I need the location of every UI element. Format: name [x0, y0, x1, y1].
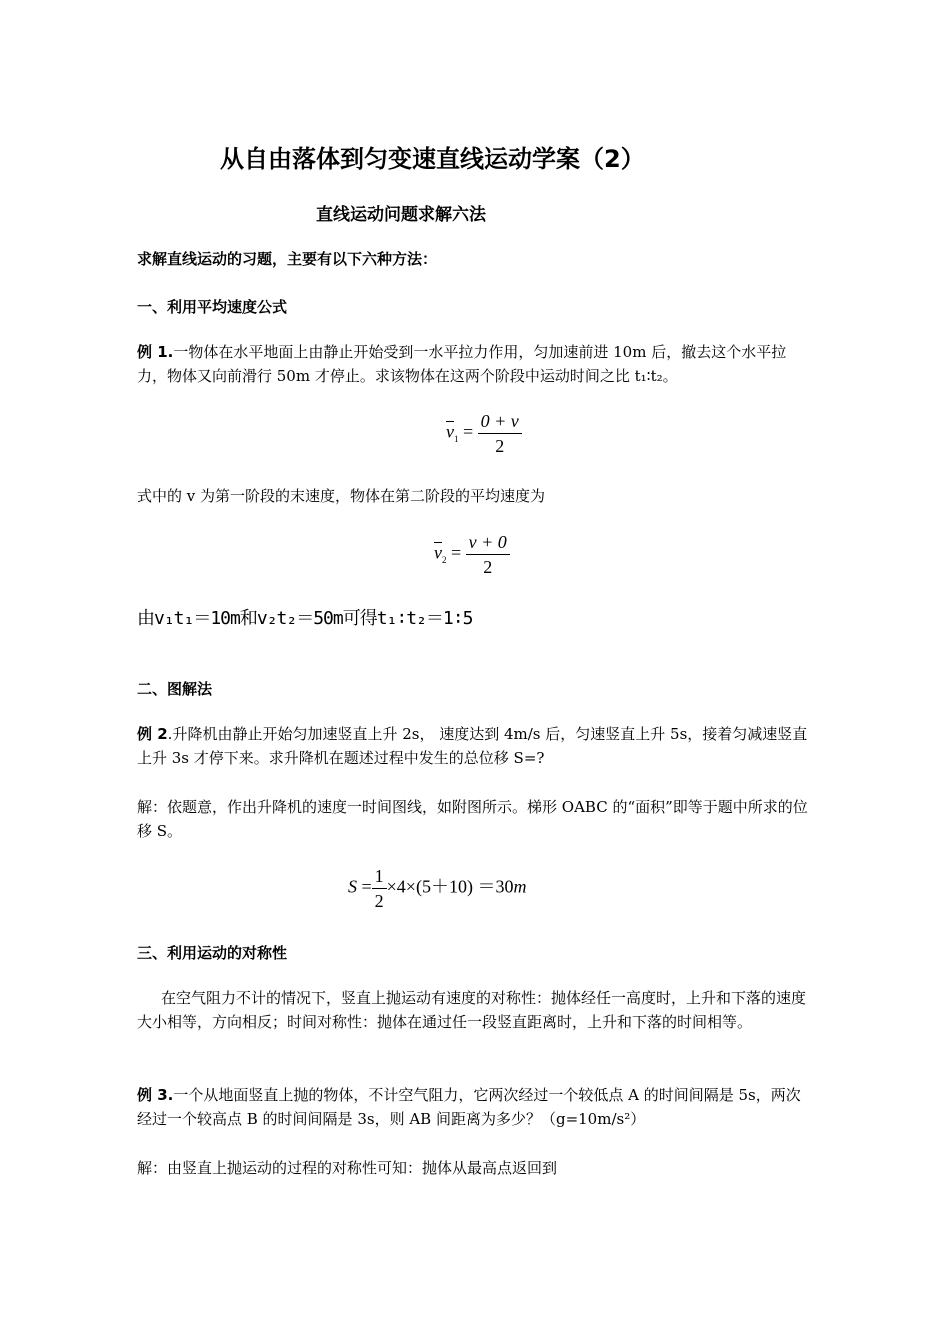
page-subtitle: 直线运动问题求解六法 — [316, 205, 486, 225]
example2-label: 例 2 — [137, 725, 168, 743]
formula-s — [348, 864, 526, 913]
page-title: 从自由落体到匀变速直线运动学案（2） — [220, 145, 645, 173]
section3-heading: 三、利用运动的对称性 — [137, 944, 288, 962]
formula-v2 — [434, 530, 510, 579]
section1-result: 由v₁t₁＝10m和v₂t₂＝50m可得t₁∶t₂＝1∶5 — [137, 608, 473, 629]
formula-v1-fraction — [478, 409, 522, 458]
example3-paragraph — [137, 1083, 813, 1131]
example1-label: 例 1. — [137, 343, 174, 361]
section2-heading: 二、图解法 — [137, 680, 213, 698]
formula-v1 — [446, 409, 522, 458]
formula-v2-sub: 2 — [442, 555, 447, 566]
formula-v1-denominator: 2 — [495, 436, 505, 456]
formula-v1-eq: = — [463, 421, 474, 442]
formula-v2-eq: = — [451, 542, 462, 563]
formula-s-denominator: 2 — [374, 891, 384, 911]
section2-solution: 解：依题意，作出升降机的速度一时间图线，如附图所示。梯形 OABC 的“面积”即等于题中所求的位移 S。 — [137, 798, 808, 840]
formula-s-rest: ×4×(5＋10) ＝30 — [386, 876, 514, 897]
intro-text: 求解直线运动的习题，主要有以下六种方法： — [137, 250, 438, 268]
formula-s-eq: = — [361, 876, 372, 897]
formula-v2-denominator: 2 — [483, 557, 493, 577]
formula-v2-lhs: $\overline{v}$ — [434, 542, 442, 563]
example1-paragraph — [137, 340, 813, 388]
formula-s-fraction — [372, 864, 387, 913]
formula-v1-lhs: $\overline{v}$ — [446, 421, 454, 442]
formula-v2-fraction — [466, 530, 510, 579]
formula-v1-numerator: 0 + v — [478, 409, 522, 434]
section1-mid-text: 式中的 v 为第一阶段的末速度，物体在第二阶段的平均速度为 — [137, 487, 546, 505]
example3-label: 例 3. — [137, 1086, 174, 1104]
formula-v2-numerator: v + 0 — [466, 530, 510, 555]
example2-paragraph — [137, 722, 813, 770]
example3-text: 一个从地面竖直上抛的物体，不计空气阻力，它两次经过一个较低点 A 的时间间隔是 5s，两次经过一个较高点 B 的时间间隔是 3s，则 AB 间距离为多少？（g=10m/s²） — [137, 1086, 801, 1128]
example1-text: 一物体在水平地面上由静止开始受到一水平拉力作用，匀加速前进 10m 后，撤去这个水平拉力，物体又向前滑行 50m 才停止。求该物体在这两个阶段中运动时间之比 t₁∶t₂。 — [137, 343, 787, 385]
formula-s-unit: m — [513, 876, 527, 897]
formula-s-numerator: 1 — [372, 864, 387, 889]
formula-s-lhs: S — [348, 876, 357, 897]
section1-heading: 一、利用平均速度公式 — [137, 298, 288, 316]
example2-text: .升降机由静止开始匀加速竖直上升 2s， 速度达到 4m/s 后，匀速竖直上升 5s，接着匀减速竖直上升 3s 才停下来。求升降机在题述过程中发生的总位移 S=? — [137, 725, 808, 767]
formula-v1-sub: 1 — [454, 434, 459, 445]
section3-solution: 解：由竖直上抛运动的过程的对称性可知：抛体从最高点返回到 — [137, 1159, 558, 1177]
section3-paragraph: 在空气阻力不计的情况下，竖直上抛运动有速度的对称性：抛体经任一高度时，上升和下落的速度大小相等，方向相反；时间对称性：抛体在通过任一段竖直距离时，上升和下落的时间相等。 — [137, 989, 807, 1031]
